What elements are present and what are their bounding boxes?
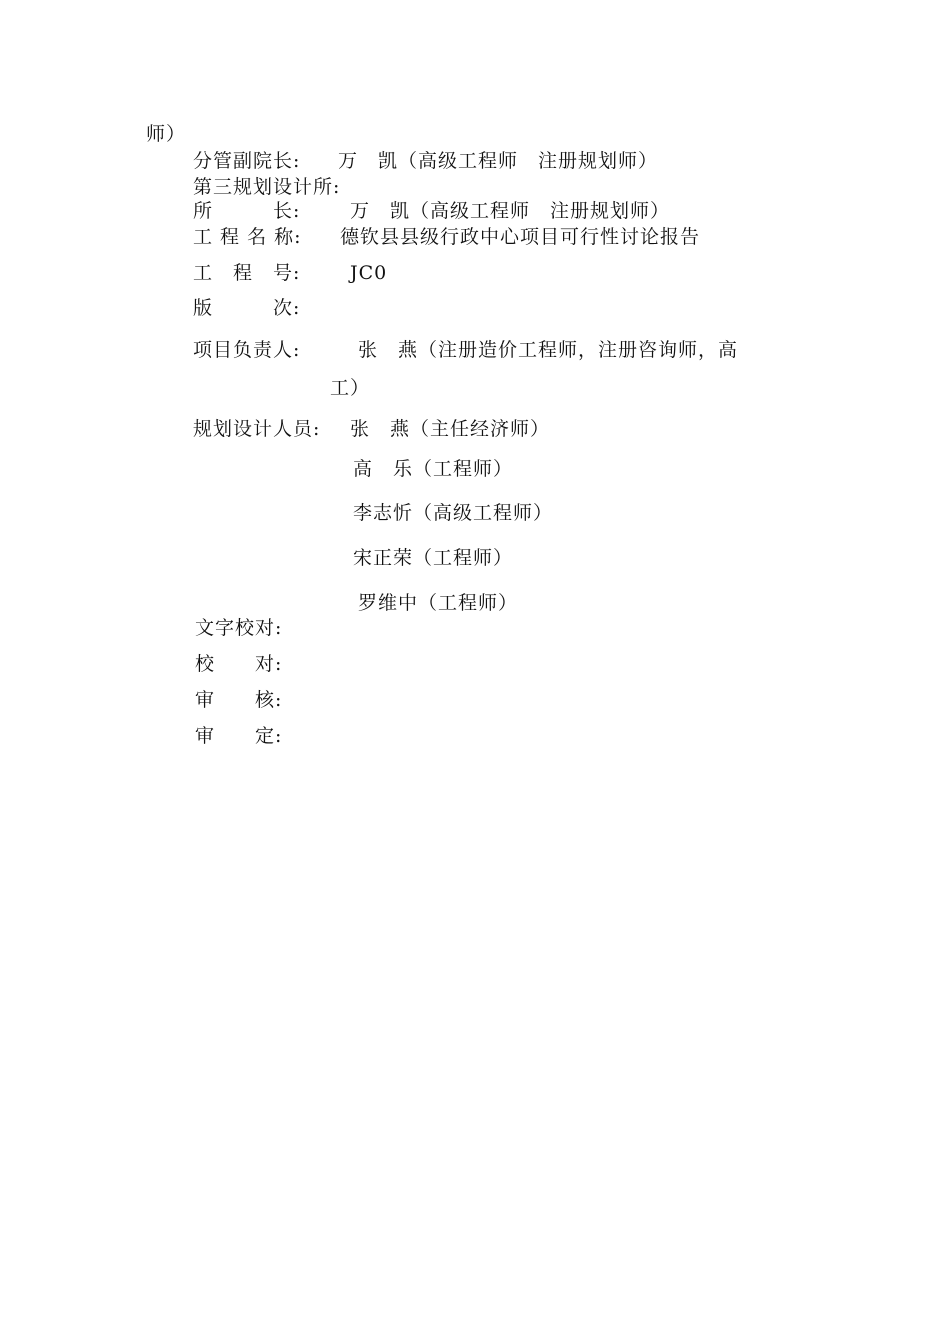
review-label: 审 核: <box>195 689 283 711</box>
design-staff-member: 张 燕（主任经济师） <box>350 418 551 440</box>
institute-head-value: 万 凯（高级工程师 注册规划师） <box>350 200 671 222</box>
design-staff-member: 高 乐（工程师） <box>353 458 514 480</box>
project-name-label: 工 程 名 称: <box>193 226 302 248</box>
approval-label: 审 定: <box>195 725 283 747</box>
project-name-value: 德钦县县级行政中心项目可行性讨论报告 <box>340 226 701 248</box>
project-number-label: 工 程 号: <box>193 262 301 284</box>
text-proofreading-label: 文字校对: <box>195 617 283 639</box>
continued-title-fragment: 师） <box>146 123 187 145</box>
third-institute-label: 第三规划设计所: <box>193 176 341 198</box>
project-lead-value: 张 燕（注册造价工程师，注册咨询师，高 <box>358 339 739 361</box>
design-staff-member: 宋正荣（工程师） <box>353 547 514 569</box>
edition-label: 版 次: <box>193 297 301 319</box>
deputy-director-label: 分管副院长: <box>193 150 301 172</box>
institute-head-label: 所 长: <box>193 200 301 222</box>
project-number-value: JC0 <box>350 262 388 284</box>
proofreading-label: 校 对: <box>195 653 283 675</box>
design-staff-label: 规划设计人员: <box>193 418 321 440</box>
design-staff-member: 罗维中（工程师） <box>358 592 519 614</box>
deputy-director-value: 万 凯（高级工程师 注册规划师） <box>338 150 659 172</box>
design-staff-member: 李志忻（高级工程师） <box>353 502 554 524</box>
project-lead-value-continued: 工） <box>330 377 371 399</box>
project-lead-label: 项目负责人: <box>193 339 301 361</box>
